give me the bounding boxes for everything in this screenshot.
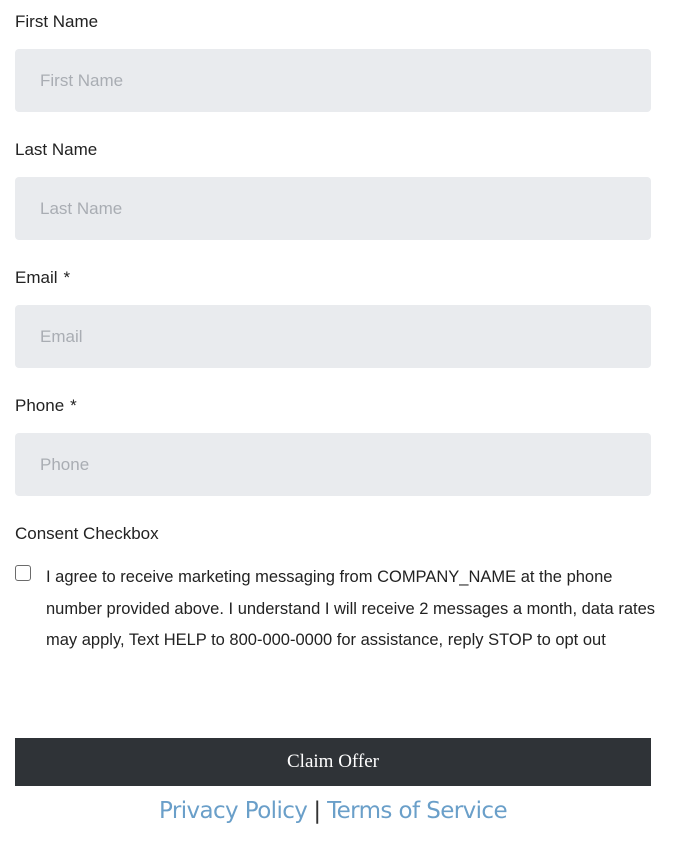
consent-checkbox[interactable] (15, 565, 31, 581)
privacy-policy-link[interactable]: Privacy Policy (158, 798, 308, 824)
claim-offer-button[interactable]: Claim Offer (15, 738, 651, 786)
first-name-label (15, 12, 98, 32)
last-name-label (15, 140, 97, 160)
consent-heading (15, 524, 159, 544)
first-name-input[interactable] (15, 49, 651, 112)
last-name-label-text: Last Name (15, 140, 98, 159)
terms-of-service-link[interactable]: Terms of Service (327, 798, 508, 824)
footer-links (15, 795, 651, 827)
first-name-label-text: First Name (15, 12, 99, 31)
required-marker: * (70, 396, 77, 415)
consent-heading-text: Consent Checkbox (15, 524, 159, 543)
phone-label (15, 396, 77, 416)
phone-label-text: Phone (15, 396, 65, 415)
email-input[interactable] (15, 305, 651, 368)
phone-input[interactable] (15, 433, 651, 496)
link-separator: | (313, 798, 322, 824)
consent-text: I agree to receive marketing messaging from COMPANY_NAME at the phone number provided above. I understand I will receive 2 messages a month, data rates may apply, Text HELP to 800-000-0000 for assistance, reply STOP to opt out (46, 568, 656, 649)
required-marker: * (63, 268, 71, 287)
email-label-text: Email (15, 268, 58, 287)
email-label (15, 268, 70, 288)
last-name-input[interactable] (15, 177, 651, 240)
